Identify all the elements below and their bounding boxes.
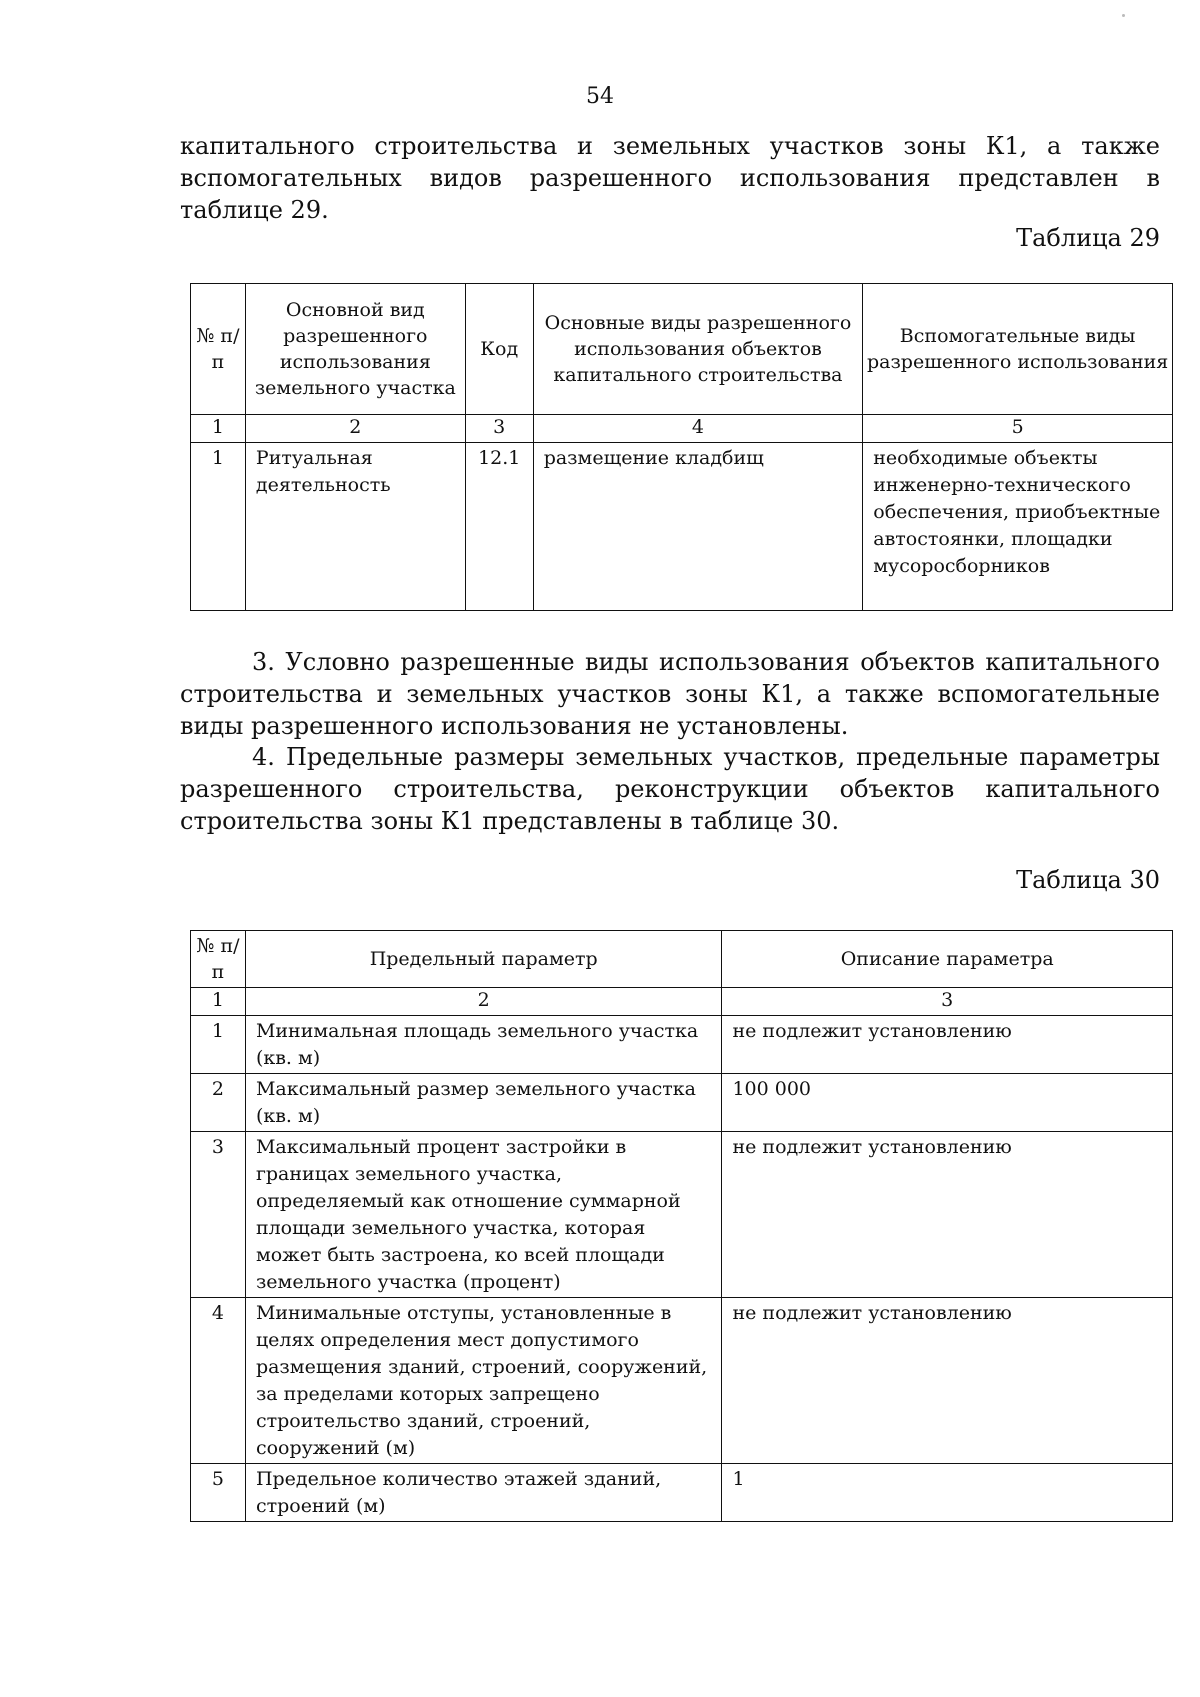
column-number: 3 — [722, 988, 1173, 1016]
parameter-description: не подлежит установлению — [722, 1132, 1173, 1298]
table-30-caption: Таблица 30 — [1016, 866, 1160, 894]
table-row — [191, 443, 1173, 611]
table-row — [191, 1132, 1173, 1298]
header-cell: Описание параметра — [722, 931, 1173, 988]
header-cell: Основной вид разрешенного использования земельного участка — [245, 284, 465, 415]
header-cell: № п/п — [191, 931, 246, 988]
column-number: 4 — [533, 415, 863, 443]
table-29 — [190, 283, 1173, 611]
table-header-row — [191, 931, 1173, 988]
column-number: 3 — [465, 415, 533, 443]
column-number-row — [191, 988, 1173, 1016]
paragraph-4: 4. Предельные размеры земельных участков, предельные параметры разрешенного строительства, реконструкции объектов капитального строительства зоны К1 представлены в таблице 30. — [180, 743, 1160, 835]
parameter-name: Предельное количество этажей зданий, строений (м) — [245, 1464, 722, 1522]
table-header-row — [191, 284, 1173, 415]
parameter-description: не подлежит установлению — [722, 1016, 1173, 1074]
column-number-row — [191, 415, 1173, 443]
column-number: 2 — [245, 415, 465, 443]
parameter-description: 1 — [722, 1464, 1173, 1522]
main-use: размещение кладбищ — [533, 443, 863, 611]
row-number: 2 — [191, 1074, 246, 1132]
column-number: 5 — [863, 415, 1173, 443]
land-use-kind: Ритуальная деятельность — [245, 443, 465, 611]
table-row — [191, 1074, 1173, 1132]
land-use-code: 12.1 — [465, 443, 533, 611]
table-row — [191, 1016, 1173, 1074]
row-number: 4 — [191, 1298, 246, 1464]
header-cell: Предельный параметр — [245, 931, 722, 988]
table-29-caption: Таблица 29 — [1016, 224, 1160, 252]
auxiliary-use: необходимые объекты инженерно-технического обеспечения, приобъектные автостоянки, площадки мусоросборников — [863, 443, 1173, 611]
column-number: 1 — [191, 415, 246, 443]
parameter-name: Минимальная площадь земельного участка (кв. м) — [245, 1016, 722, 1074]
column-number: 1 — [191, 988, 246, 1016]
header-cell: Вспомогательные виды разрешенного использования — [863, 284, 1173, 415]
table-30 — [190, 930, 1173, 1522]
page-number: 54 — [586, 84, 614, 109]
header-cell: Код — [465, 284, 533, 415]
table-row — [191, 1464, 1173, 1522]
intro-paragraph: капитального строительства и земельных участков зоны К1, а также вспомогательных видов разрешенного использования представлен в таблице 29. — [180, 132, 1160, 224]
header-cell: Основные виды разрешенного использования объектов капитального строительства — [533, 284, 863, 415]
parameter-name: Минимальные отступы, установленные в целях определения мест допустимого размещения зданий, строений, сооружений, за пределами которых запрещено строительство зданий, строений, сооружений (м) — [245, 1298, 722, 1464]
row-number: 5 — [191, 1464, 246, 1522]
header-cell: № п/п — [191, 284, 246, 415]
table-row — [191, 1298, 1173, 1464]
column-number: 2 — [245, 988, 722, 1016]
row-number: 1 — [191, 443, 246, 611]
scan-speck — [1122, 14, 1125, 17]
parameter-name: Максимальный процент застройки в границах земельного участка, определяемый как отношение суммарной площади земельного участка, которая может быть застроена, ко всей площади земельного участка (процент) — [245, 1132, 722, 1298]
parameter-description: 100 000 — [722, 1074, 1173, 1132]
paragraph-3: 3. Условно разрешенные виды использования объектов капитального строительства и земельных участков зоны К1, а также вспомогательные виды разрешенного использования не установлены. — [180, 648, 1160, 740]
parameter-name: Максимальный размер земельного участка (кв. м) — [245, 1074, 722, 1132]
row-number: 1 — [191, 1016, 246, 1074]
parameter-description: не подлежит установлению — [722, 1298, 1173, 1464]
row-number: 3 — [191, 1132, 246, 1298]
